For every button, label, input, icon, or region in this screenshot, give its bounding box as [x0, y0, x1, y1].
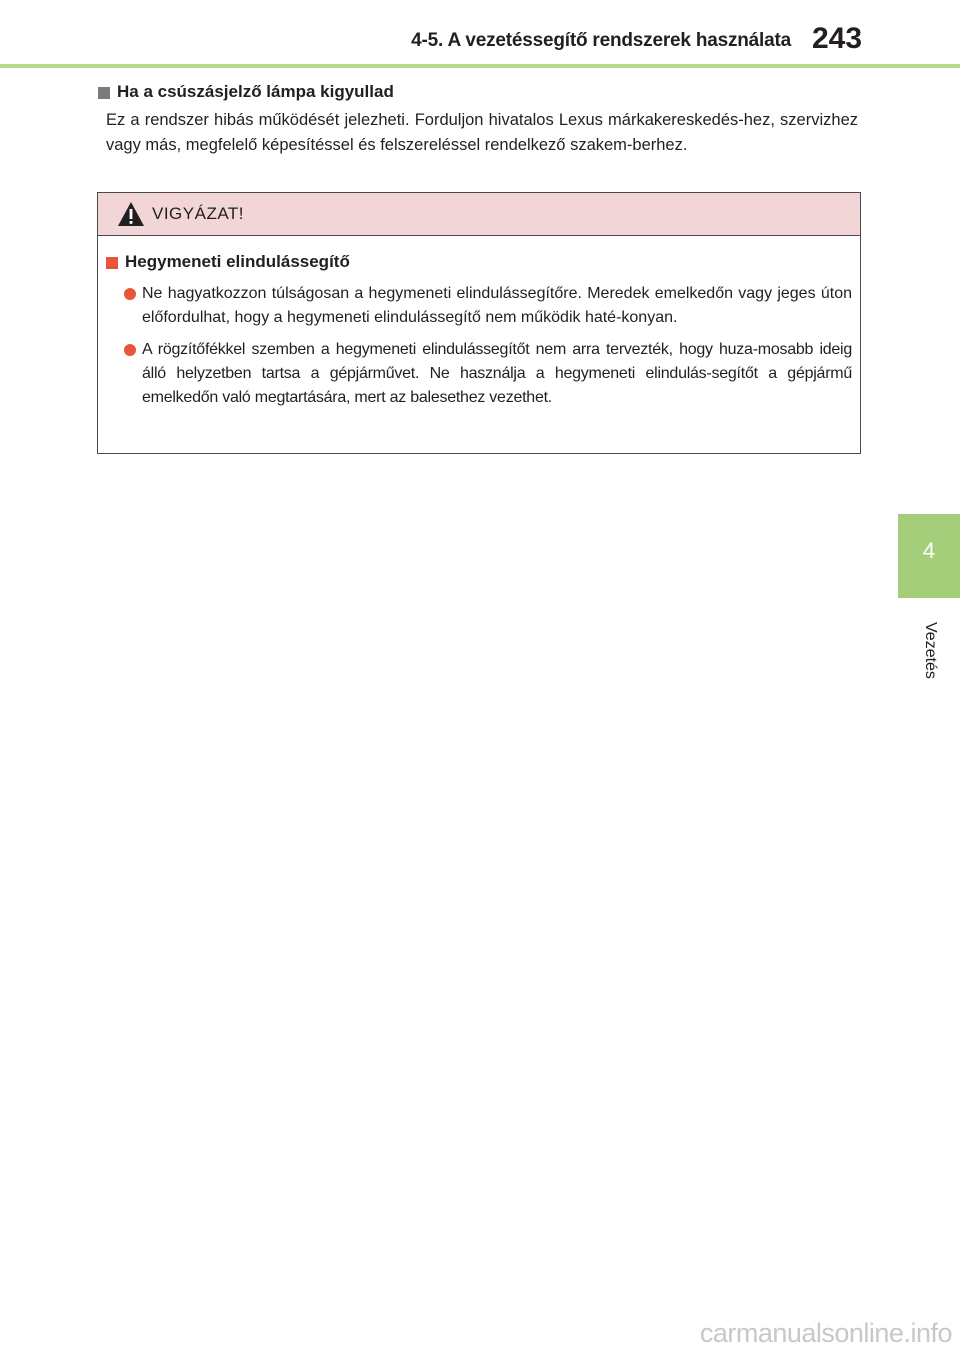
watermark: carmanualsonline.info	[699, 1318, 952, 1348]
running-header-title: 4-5. A vezetéssegítő rendszerek használata	[411, 30, 791, 51]
caution-title: VIGYÁZAT!	[152, 204, 245, 223]
chapter-tab-number: 4	[922, 538, 936, 563]
section-heading	[98, 80, 858, 104]
page-number: 243	[812, 22, 863, 55]
caution-bullet	[124, 282, 852, 330]
caution-bullet-text: Ne hagyatkozzon túlságosan a hegymeneti elindulássegítőre. Meredek emelkedőn vagy jeges úton előfordulhat, hogy a hegymeneti elindulássegítő nem működik haté-konyan.	[142, 285, 852, 326]
chapter-tab-label	[892, 622, 960, 696]
caution-heading-text: Hegymeneti elindulássegítő	[125, 252, 350, 271]
section-body: Ez a rendszer hibás működését jelezheti. Forduljon hivatalos Lexus márkakereskedés-hez, szervizhez vagy más, megfelelő képesítéssel és felszereléssel rendelkező szakem-berhez.	[106, 111, 858, 154]
warning-triangle-icon	[116, 200, 146, 228]
caution-header	[98, 193, 860, 236]
caution-bullet-text: A rögzítőfékkel szemben a hegymeneti elindulássegítőt nem arra tervezték, hogy huza-mosabb ideig álló helyzetben tartsa a gépjárművet. Ne használja a hegymeneti elindulás-segítőt a gépjármű emelkedőn való megtartására, mert az balesethez vezethet.	[142, 341, 852, 406]
caution-heading	[106, 250, 852, 274]
section-heading-text: Ha a csúszásjelző lámpa kigyullad	[117, 82, 394, 101]
grey-square-bullet-icon	[98, 87, 110, 99]
caution-box	[97, 192, 861, 454]
red-dot-bullet-icon	[124, 288, 136, 300]
caution-bullet	[124, 338, 852, 410]
red-dot-bullet-icon	[124, 344, 136, 356]
caution-content	[98, 236, 860, 410]
header-rule	[0, 64, 960, 68]
red-square-bullet-icon	[106, 257, 118, 269]
info-section	[98, 80, 858, 158]
chapter-tab-label-text: Vezetés	[922, 622, 939, 679]
